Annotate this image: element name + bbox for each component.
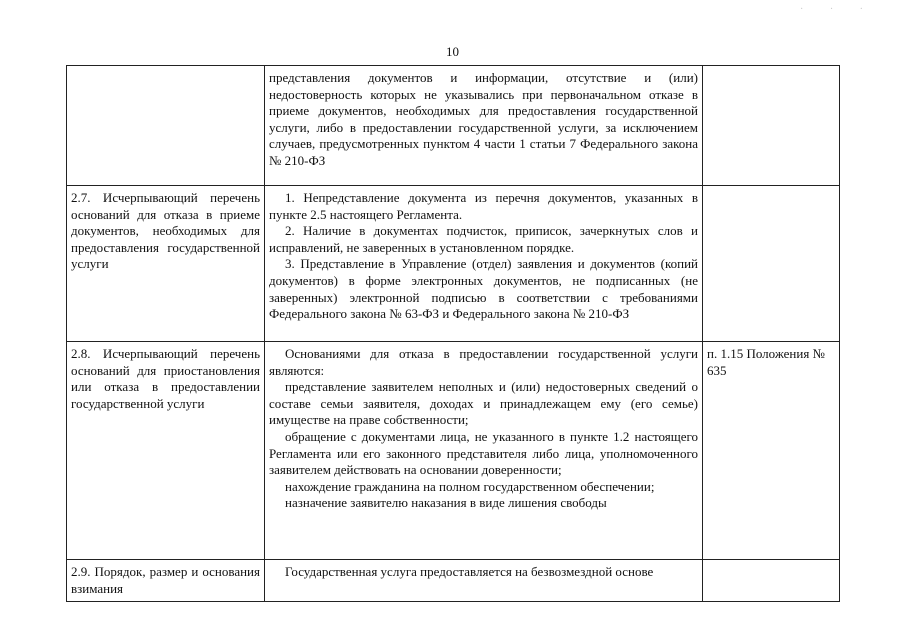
paragraph: 1. Непредставление документа из перечня документов, указанных в пункте 2.5 настоящего Регламента. (269, 190, 698, 222)
paragraph: представление заявителем неполных и (или) недостоверных сведений о составе семьи заявителя, доходах и принадлежащем ему (его семье) имуществе на праве собственности; (269, 379, 698, 428)
row-section-cell: 2.9. Порядок, размер и основания взимания (67, 560, 265, 602)
paragraph: Государственная услуга предоставляется на безвозмездной основе (285, 564, 654, 579)
row-reference-cell (703, 560, 840, 602)
paragraph: назначение заявителю наказания в виде лишения свободы (285, 495, 607, 511)
paragraph: 3. Представление в Управление (отдел) заявления и документов (копий документов) в форме электронных документов, не подписанных (не заверенных) электронной подписью в соответствии с требованиями Федерального закона № 63-ФЗ и Федерального закона № 210-ФЗ (269, 256, 698, 322)
page-number: 10 (446, 44, 459, 59)
paragraph: Основаниями для отказа в предоставлении государственной услуги являются: (269, 346, 698, 378)
row-section-cell: 2.7. Исчерпывающий перечень оснований для отказа в приеме документов, необходимых для предоставления государственной услуги (67, 186, 265, 342)
row-section-cell (67, 66, 265, 186)
table-row (67, 342, 840, 560)
row-content-cell (265, 560, 703, 602)
row-reference-cell: п. 1.15 Положения № 635 (703, 342, 840, 560)
row-section-cell: 2.8. Исчерпывающий перечень оснований для приостановления или отказа в предоставлении государственной услуги (67, 342, 265, 560)
row-content-cell (265, 66, 703, 186)
paragraph: 2. Наличие в документах подчисток, приписок, зачеркнутых слов и исправлений, не заверенных в установленном порядке. (269, 223, 698, 255)
paragraph: представления документов и информации, отсутствие и (или) недостоверность которых не указывались при первоначальном отказе в приеме документов, необходимых для предоставления государственной услуги, либо в предоставлении государственной услуги, за исключением случаев, предусмотренных пунктом 4 части 1 статьи 7 Федерального закона № 210-ФЗ (269, 70, 698, 168)
table-row (67, 186, 840, 342)
paragraph: обращение с документами лица, не указанного в пункте 1.2 настоящего Регламента или его законного представителя либо лица, уполномоченного заявителем действовать на основании доверенности; (269, 428, 698, 478)
scan-noise: · · · (800, 4, 875, 15)
row-content-cell (265, 186, 703, 342)
row-reference-cell (703, 186, 840, 342)
regulation-table (66, 65, 840, 602)
row-reference-cell (703, 66, 840, 186)
table-row (67, 66, 840, 186)
row-content-cell (265, 342, 703, 560)
paragraph: нахождение гражданина на полном государственном обеспечении; (285, 478, 655, 494)
table-row (67, 560, 840, 602)
